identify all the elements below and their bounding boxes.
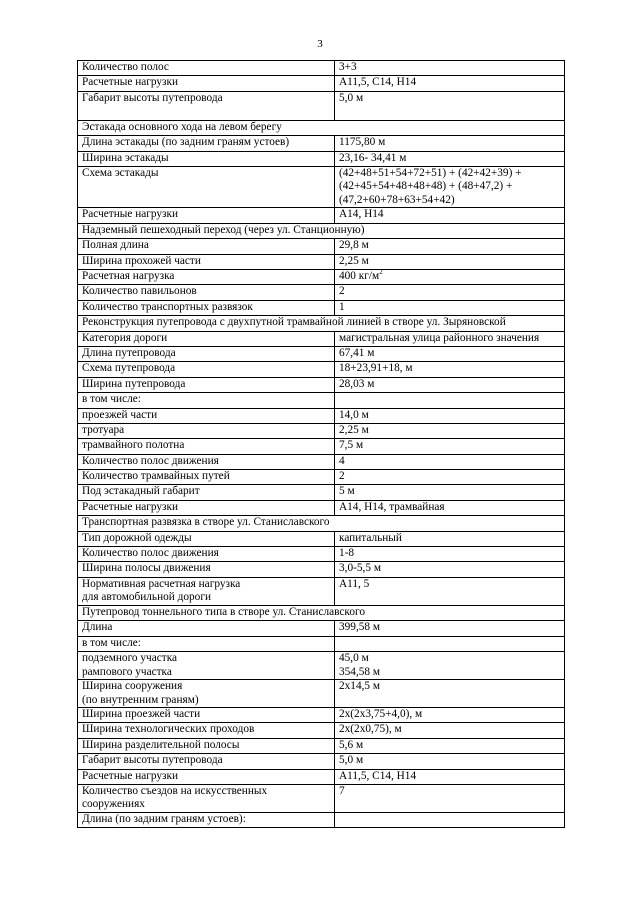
row-value: 1-8 <box>335 547 565 562</box>
row-label: Длина эстакады (по задним граням устоев) <box>78 136 335 151</box>
row-label: Ширина технологических проходов <box>78 723 335 738</box>
row-value: А11,5, С14, Н14 <box>335 76 565 91</box>
label-line: Нормативная расчетная нагрузка <box>82 577 241 590</box>
row-value <box>335 636 565 651</box>
table-row <box>78 652 565 680</box>
table-row <box>78 738 565 753</box>
value-line: (47,2+60+78+63+54+42) <box>339 193 455 206</box>
row-label: Ширина проезжей части <box>78 708 335 723</box>
row-value: 3,0-5,5 м <box>335 562 565 577</box>
value-text: 400 кг/м <box>339 270 380 283</box>
row-value: 1 <box>335 300 565 315</box>
label-line: рампового участка <box>82 665 172 678</box>
value-line: 45,0 м <box>339 652 369 664</box>
row-value: 2,25 м <box>335 423 565 438</box>
row-value: 2 <box>335 470 565 485</box>
row-label: Габарит высоты путепровода <box>78 91 335 120</box>
row-label: Ширина прохожей части <box>78 254 335 269</box>
row-label: тротуара <box>78 423 335 438</box>
row-value <box>335 166 565 208</box>
row-label: Ширина разделительной полосы <box>78 738 335 753</box>
row-label: Габарит высоты путепровода <box>78 754 335 769</box>
row-value: 23,16- 34,41 м <box>335 151 565 166</box>
table-row <box>78 439 565 454</box>
section-row <box>78 223 565 238</box>
row-label: Ширина эстакады <box>78 151 335 166</box>
row-value: магистральная улица районного значения <box>335 331 565 346</box>
row-label: Расчетные нагрузки <box>78 76 335 91</box>
row-label: Расчетные нагрузки <box>78 769 335 784</box>
table-row <box>78 136 565 151</box>
row-label: Под эстакадный габарит <box>78 485 335 500</box>
row-value: 29,8 м <box>335 239 565 254</box>
section-row <box>78 516 565 531</box>
table-row <box>78 166 565 208</box>
row-label: Количество транспортных развязок <box>78 300 335 315</box>
row-label: Длина (по задним граням устоев): <box>78 812 335 827</box>
section-row <box>78 605 565 620</box>
table-row <box>78 393 565 408</box>
label-line: сооружениях <box>82 798 145 811</box>
label-line: Ширина сооружения <box>82 680 183 692</box>
row-value: 3+3 <box>335 61 565 76</box>
table-row <box>78 754 565 769</box>
label-line: для автомобильной дороги <box>82 591 212 604</box>
row-value: 1175,80 м <box>335 136 565 151</box>
row-label: Тип дорожной одежды <box>78 531 335 546</box>
row-label: трамвайного полотна <box>78 439 335 454</box>
table-row <box>78 239 565 254</box>
row-label: Ширина путепровода <box>78 377 335 392</box>
table-row <box>78 91 565 120</box>
row-value <box>335 393 565 408</box>
row-label: в том числе: <box>78 636 335 651</box>
row-value: 5 м <box>335 485 565 500</box>
table-row <box>78 208 565 223</box>
row-label: Расчетная нагрузка <box>78 270 335 285</box>
table-row <box>78 621 565 636</box>
table-row <box>78 577 565 605</box>
row-value: А14, Н14 <box>335 208 565 223</box>
table-row <box>78 254 565 269</box>
row-value: 2х(2х0,75), м <box>335 723 565 738</box>
table-row <box>78 547 565 562</box>
row-value: капитальный <box>335 531 565 546</box>
table-row <box>78 454 565 469</box>
table-row <box>78 636 565 651</box>
row-value: 5,0 м <box>335 754 565 769</box>
row-value: 14,0 м <box>335 408 565 423</box>
row-label: Расчетные нагрузки <box>78 208 335 223</box>
row-label <box>78 680 335 708</box>
row-value: 18+23,91+18, м <box>335 362 565 377</box>
row-value: 5,6 м <box>335 738 565 753</box>
row-label: Количество полос движения <box>78 454 335 469</box>
row-value: 2х(2х3,75+4,0), м <box>335 708 565 723</box>
row-value <box>335 270 565 285</box>
section-title: Надземный пешеходный переход (через ул. Станционную) <box>78 223 565 238</box>
row-value: 399,58 м <box>335 621 565 636</box>
row-value <box>335 812 565 827</box>
row-value: 4 <box>335 454 565 469</box>
row-label: Полная длина <box>78 239 335 254</box>
row-label: Ширина полосы движения <box>78 562 335 577</box>
specifications-table-body <box>78 61 565 828</box>
row-label: проезжей части <box>78 408 335 423</box>
table-row <box>78 270 565 285</box>
row-value: 2 <box>335 285 565 300</box>
row-value: 28,03 м <box>335 377 565 392</box>
row-value: 67,41 м <box>335 346 565 361</box>
section-title: Реконструкция путепровода с двухпутной трамвайной линией в створе ул. Зыряновской <box>78 316 565 331</box>
row-label: Количество полос движения <box>78 547 335 562</box>
row-value: 5,0 м <box>335 91 565 120</box>
value-line: (42+45+54+48+48+48) + (48+47,2) + <box>339 180 513 193</box>
section-title: Транспортная развязка в створе ул. Станиславского <box>78 516 565 531</box>
row-label: Категория дороги <box>78 331 335 346</box>
row-value <box>335 652 565 680</box>
row-label: Схема путепровода <box>78 362 335 377</box>
row-label <box>78 577 335 605</box>
table-row <box>78 362 565 377</box>
label-line: подземного участка <box>82 652 178 664</box>
table-row <box>78 680 565 708</box>
row-label: Количество трамвайных путей <box>78 470 335 485</box>
table-row <box>78 61 565 76</box>
row-value: 2х14,5 м <box>335 680 565 708</box>
table-row <box>78 408 565 423</box>
row-value: 7 <box>335 784 565 812</box>
table-row <box>78 331 565 346</box>
row-value: 2,25 м <box>335 254 565 269</box>
table-row <box>78 500 565 515</box>
table-row <box>78 723 565 738</box>
table-row <box>78 784 565 812</box>
page-number: 3 <box>317 38 323 50</box>
table-row <box>78 300 565 315</box>
table-row <box>78 485 565 500</box>
row-label <box>78 652 335 680</box>
table-row <box>78 708 565 723</box>
table-row <box>78 531 565 546</box>
table-row <box>78 470 565 485</box>
row-label: Длина путепровода <box>78 346 335 361</box>
label-line: (по внутренним граням) <box>82 693 199 706</box>
table-row <box>78 562 565 577</box>
row-label: в том числе: <box>78 393 335 408</box>
row-value: А11, 5 <box>335 577 565 605</box>
section-row <box>78 316 565 331</box>
table-row <box>78 346 565 361</box>
row-label: Количество полос <box>78 61 335 76</box>
table-row <box>78 423 565 438</box>
table-row <box>78 76 565 91</box>
value-superscript: 2 <box>379 269 383 277</box>
section-title: Путепровод тоннельного типа в створе ул. Станиславского <box>78 605 565 620</box>
row-label: Схема эстакады <box>78 166 335 208</box>
row-label: Расчетные нагрузки <box>78 500 335 515</box>
row-label: Количество павильонов <box>78 285 335 300</box>
table-row <box>78 151 565 166</box>
row-label: Длина <box>78 621 335 636</box>
row-value: А14, Н14, трамвайная <box>335 500 565 515</box>
value-line: (42+48+51+54+72+51) + (42+42+39) + <box>339 166 522 179</box>
value-line: 354,58 м <box>339 665 381 678</box>
section-title: Эстакада основного хода на левом берегу <box>78 120 565 135</box>
table-row <box>78 285 565 300</box>
specifications-table <box>77 60 565 828</box>
table-row <box>78 377 565 392</box>
section-row <box>78 120 565 135</box>
row-value: А11,5, С14, Н14 <box>335 769 565 784</box>
table-row <box>78 812 565 827</box>
label-line: Количество съездов на искусственных <box>82 784 268 797</box>
table-row <box>78 769 565 784</box>
row-value: 7,5 м <box>335 439 565 454</box>
row-label <box>78 784 335 812</box>
